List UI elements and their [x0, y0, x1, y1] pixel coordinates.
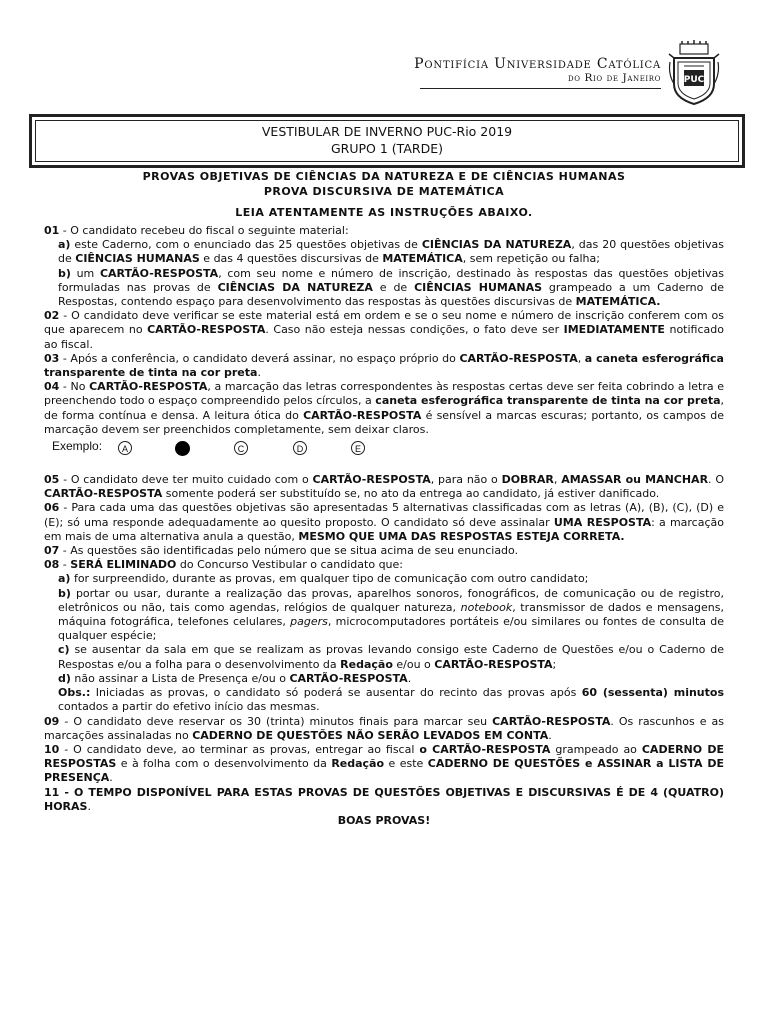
instruction-02: 02 - O candidato deve verificar se este material está em ordem e se o seu nome e número de inscrição conferem com os que aparecem no CARTÃO-RESPOSTA. Caso não esteja nessas condições, o fato deve ser IMEDIATAMENTE notificado ao fiscal. [44, 309, 724, 351]
instruction-08-a: a) for surpreendido, durante as provas, em qualquer tipo de comunicação com outro candidato; [58, 572, 589, 586]
instruction-08-d: d) não assinar a Lista de Presença e/ou o CARTÃO-RESPOSTA. [58, 671, 412, 685]
instruction-10: 10 - O candidato deve, ao terminar as provas, entregar ao fiscal o CARTÃO-RESPOSTA grampeado ao CADERNO DE RESPOSTAS e à folha com o desenvolvimento da Redação e este CADERNO DE QUESTÕES e ASSINAR a LISTA DE PRESENÇA. [44, 742, 725, 785]
example-bubble-a: A [118, 441, 132, 455]
instruction-05: 05 - O candidato deve ter muito cuidado com o CARTÃO-RESPOSTA, para não o DOBRAR, AMASSAR ou MANCHAR. O CARTÃO-RESPOSTA somente poderá ser substituído se, no ato da entrega ao candidato, já estiver danificado. [44, 473, 724, 501]
heading-leia-atentamente: LEIA ATENTAMENTE AS INSTRUÇÕES ABAIXO. [235, 206, 533, 219]
instruction-01-b: b) um CARTÃO-RESPOSTA, com seu nome e número de inscrição, destinado às respostas das questões objetivas formuladas nas provas de CIÊNCIAS DA NATUREZA e de CIÊNCIAS HUMANAS grampeado a um Caderno de Respostas, contendo espaço para desenvolvimento das respostas às questões discursivas de MATEMÁTICA. [58, 266, 725, 309]
instruction-09: 09 - O candidato deve reservar os 30 (trinta) minutos finais para marcar seu CARTÃO-RESPOSTA. Os rascunhos e as marcações assinaladas no CADERNO DE QUESTÕES NÃO SERÃO LEVADOS EM CONTA. [44, 714, 724, 742]
closing-message: BOAS PROVAS! [337, 813, 431, 827]
instruction-01-a: a) este Caderno, com o enunciado das 25 questões objetivas de CIÊNCIAS DA NATUREZA, das 20 questões objetivas de CIÊNCIAS HUMANAS e das 4 questões discursivas de MATEMÁTICA, sem repetição ou falha; [58, 238, 724, 266]
instruction-07: 07 - As questões são identificadas pelo número que se situa acima de seu enunciado. [44, 544, 519, 558]
instructions-body [44, 224, 724, 828]
example-bubble-e: E [351, 441, 365, 455]
instruction-08-c: c) se ausentar da sala em que se realizam as provas levando consigo este Caderno de Questões e/ou o Caderno de Respostas e/ou a folha para o desenvolvimento da Redação e/ou o CARTÃO-RESPOSTA; [58, 643, 724, 671]
exam-title: VESTIBULAR DE INVERNO PUC-Rio 2019 [261, 124, 513, 139]
title-box [29, 114, 745, 168]
university-name: Pontifícia Universidade Católica [414, 56, 661, 72]
instruction-01: 01 - O candidato recebeu do fiscal o seguinte material: [44, 224, 349, 237]
header-rule [420, 88, 661, 89]
exam-group: GRUPO 1 (TARDE) [331, 141, 443, 156]
example-label: Exemplo: [52, 439, 103, 454]
example-bubble-d: D [293, 441, 307, 455]
marking-example [44, 439, 724, 459]
heading-prova-discursiva: PROVA DISCURSIVA DE MATEMÁTICA [263, 185, 505, 198]
example-bubble-b-filled [175, 441, 190, 456]
instruction-06: 06 - Para cada uma das questões objetivas são apresentadas 5 alternativas classificadas com as letras (A), (B), (C), (D) e (E); só uma responde adequadamente ao quesito proposto. O candidato só deve assinalar UMA RESPOSTA: a marcação em mais de uma alternativa anula a questão, MESMO QUE UMA DAS RESPOSTAS ESTEJA CORRETA. [44, 501, 724, 543]
instruction-11: 11 - O TEMPO DISPONÍVEL PARA ESTAS PROVAS DE QUESTÕES OBJETIVAS E DISCURSIVAS É DE 4 (QUATRO) HORAS. [44, 785, 724, 813]
instruction-04: 04 - No CARTÃO-RESPOSTA, a marcação das letras correspondentes às respostas certas deve ser feita cobrindo a letra e preenchendo todo o espaço compreendido pelos círculos, a caneta esferográfica transparente de tinta na cor preta, de forma contínua e densa. A leitura ótica do CARTÃO-RESPOSTA é sensível a marcas escuras; portanto, os campos de marcação devem ser preenchidos completamente, sem deixar claros. [44, 380, 724, 436]
example-bubble-c: C [234, 441, 248, 455]
instruction-03: 03 - Após a conferência, o candidato deverá assinar, no espaço próprio do CARTÃO-RESPOSTA, a caneta esferográfica transparente de tinta na cor preta. [44, 351, 724, 380]
instruction-08-b: b) portar ou usar, durante a realização das provas, aparelhos sonoros, fonográficos, de comunicação ou de registro, eletrônicos ou não, tais como agendas, relógios de qualquer natureza, notebook, transmissor de dados e mensagens, máquina fotográfica, telefones celulares, pagers, microcomputadores portáteis e/ou similares ou fontes de consulta de qualquer espécie; [58, 586, 725, 643]
instruction-08-obs: Obs.: Iniciadas as provas, o candidato só poderá se ausentar do recinto das provas após 60 (sessenta) minutos contados a partir do efetivo início das mesmas. [58, 686, 724, 714]
university-subtitle: do Rio de Janeiro [568, 72, 661, 84]
crest-monogram: PUC [683, 75, 705, 85]
instruction-08: 08 - SERÁ ELIMINADO do Concurso Vestibular o candidato que: [44, 558, 404, 572]
university-crest-logo [668, 40, 720, 106]
heading-provas-objetivas: PROVAS OBJETIVAS DE CIÊNCIAS DA NATUREZA E DE CIÊNCIAS HUMANAS [142, 170, 626, 183]
